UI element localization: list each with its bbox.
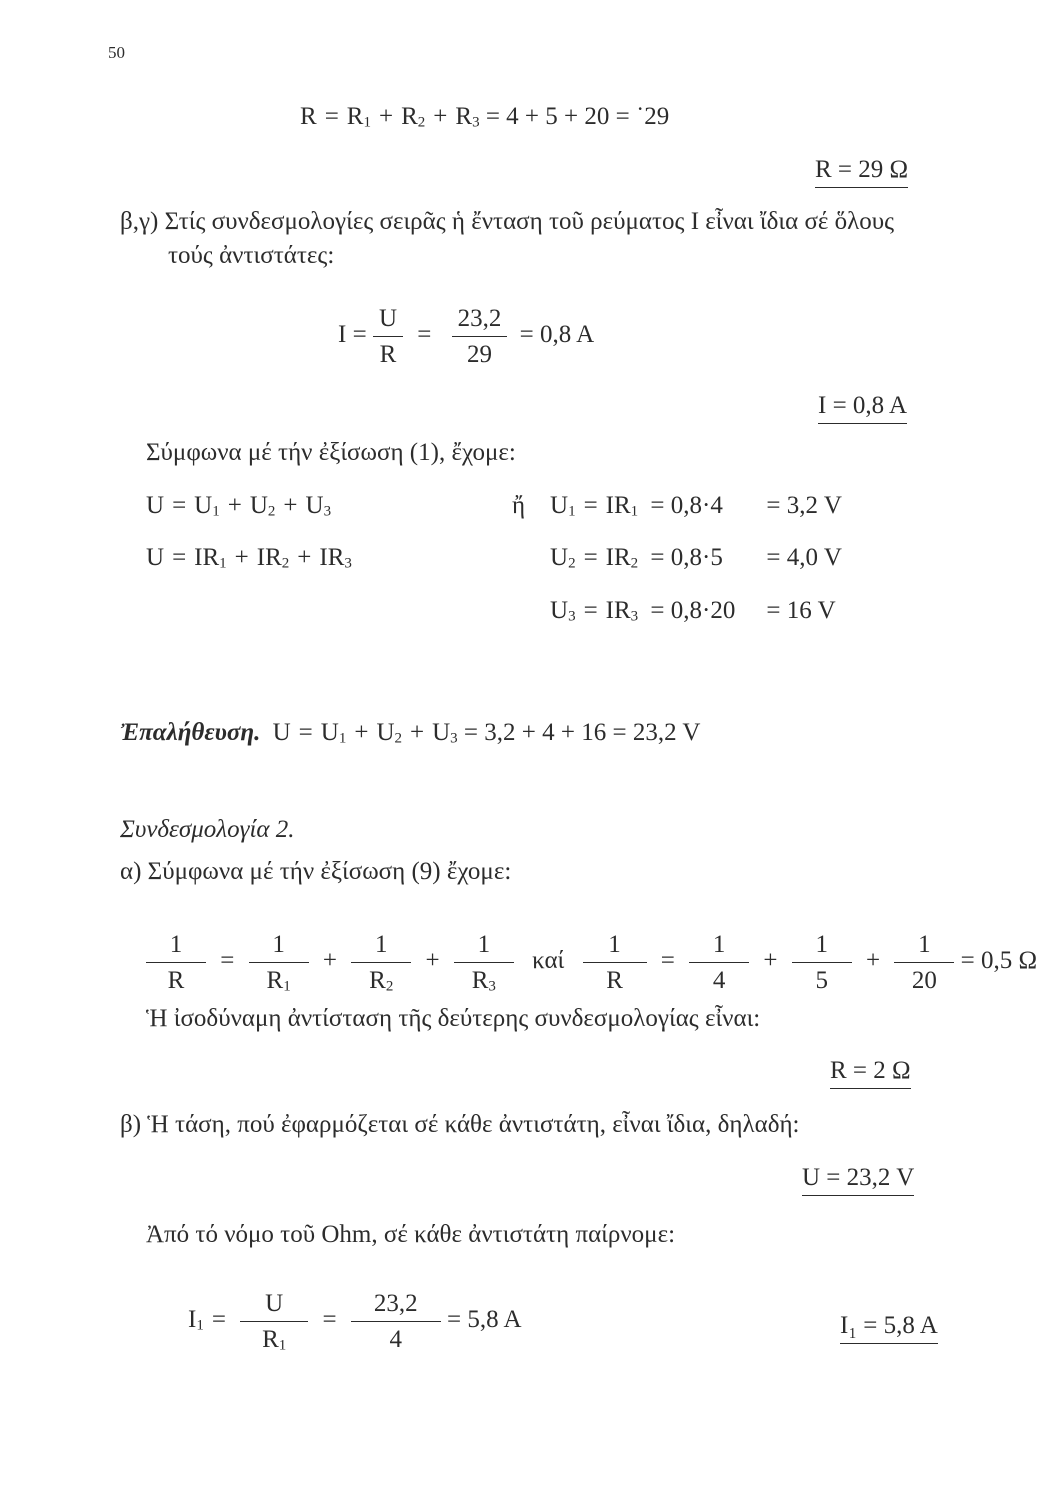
text-symfona-1: Σύμφωνα μέ τήν ἐξίσωση (1), ἔχομε: [146, 439, 516, 466]
fraction-23-2-over-29: $\frac{23,2}{29}$ [446, 306, 514, 367]
fraction-1-over-20: $\frac{1}{20}$ [894, 932, 954, 993]
result-r-2: R = 2 Ω [830, 1058, 911, 1089]
paragraph-bg-line2: τούς ἀντιστάτες: [168, 242, 335, 269]
equation-i1: $I_1$ = $\frac{U}{R_1}$ = $\frac{23,2}{4}$ = 5,8 A [188, 1290, 522, 1354]
result-u-23-2: U = 23,2 V [802, 1165, 914, 1196]
paragraph-bg-line1: β,γ) Στίς συνδεσμολογίες σειρᾶς ἡ ἔνταση τοῦ ρεύματος I εἶναι ἴδια σέ ὅλους [120, 208, 895, 235]
section-heading-2: Συνδεσμολογία 2. [120, 816, 295, 843]
result-r-29: R = 29 Ω [815, 157, 908, 188]
fraction-u-over-r1: $\frac{U}{R_1}$ [240, 1291, 308, 1352]
fraction-u-over-r: $\frac{U}{R}$ [373, 306, 403, 367]
equation-u3: $U_3 = IR_3 = 0,8\cdot 20 = 16$ V [550, 597, 836, 625]
verification-line: Ἐπαλήθευση. $U = U_1 + U_2 + U_3 = 3,2 + 4 + 16 = 23,2$ V [120, 719, 701, 747]
equation-u1: $U_1 = IR_1 = 0,8\cdot 4 = 3,2$ V [550, 492, 842, 520]
fraction-1-over-4: $\frac{1}{4}$ [689, 932, 749, 993]
result-i-0-8: I = 0,8 A [818, 393, 907, 424]
equation-total-resistance: $R = R_1 + R_2 + R_3 = 4 + 5 + 20$ = ˙29 [300, 103, 670, 131]
word-or: ἤ [512, 492, 526, 519]
equation-current: I = $\frac{U}{R}$ = $\frac{23,2}{29}$ = 0,8 A [338, 305, 595, 368]
fraction-1-over-r: $\frac{1}{R}$ [146, 932, 206, 993]
equation-u-sum: $U = U_1 + U_2 + U_3$ [146, 492, 332, 520]
fraction-1-over-r-b: $\frac{1}{R}$ [583, 932, 647, 993]
equation-reciprocal: $\frac{1}{R}$ = $\frac{1}{R_1}$ + $\frac{1}{R_2}$ + $\frac{1}{R_3}$ καί $\frac{1}{R}$ = $\frac{1}{4}$ + $\frac{1}{5}$ + $\frac{1}{20}$ = 0,5 Ω [146, 932, 1037, 993]
word-kai: καί [532, 947, 565, 975]
page-number: 50 [108, 43, 125, 62]
text-equivalent-resistance: Ἡ ἰσοδύναμη ἀντίσταση τῆς δεύτερης συνδεσμολογίας εἶναι: [146, 1005, 761, 1032]
fraction-23-2-over-4: $\frac{23,2}{4}$ [351, 1291, 441, 1352]
paragraph-a: α) Σύμφωνα μέ τήν ἐξίσωση (9) ἔχομε: [120, 858, 512, 885]
equation-u2: $U_2 = IR_2 = 0,8\cdot 5 = 4,0$ V [550, 544, 842, 572]
result-i1-5-8: I₁ = 5,8 A [840, 1313, 938, 1344]
equation-u-ir-sum: $U = IR_1 + IR_2 + IR_3$ [146, 544, 352, 572]
paragraph-b: β) Ἡ τάση, πού ἐφαρμόζεται σέ κάθε ἀντιστάτη, εἶναι ἴδια, δηλαδή: [120, 1111, 800, 1138]
verification-label: Ἐπαλήθευση. [120, 719, 261, 746]
fraction-1-over-r1: $\frac{1}{R_1}$ [249, 932, 309, 993]
fraction-1-over-5: $\frac{1}{5}$ [792, 932, 852, 993]
fraction-1-over-r2: $\frac{1}{R_2}$ [351, 932, 411, 993]
text-ohm-law: Ἀπό τό νόμο τοῦ Ohm, σέ κάθε ἀντιστάτη παίρνομε: [146, 1221, 676, 1248]
fraction-1-over-r3: $\frac{1}{R_3}$ [454, 932, 514, 993]
